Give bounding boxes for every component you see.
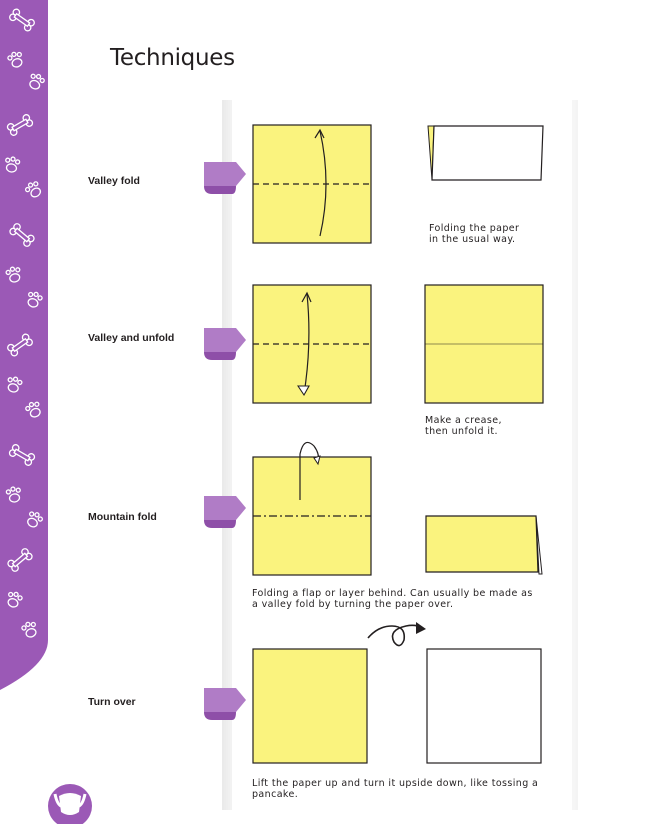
valley-fold-before-diagram	[252, 124, 372, 244]
side-pattern-strip	[0, 0, 48, 690]
valley-unfold-after-diagram	[424, 284, 544, 404]
turn-over-caption: Lift the paper up and turn it upside down, like tossing a pancake.	[252, 778, 539, 800]
mountain-fold-before-diagram	[252, 432, 374, 576]
section-tab	[202, 158, 248, 202]
section-tab	[202, 684, 248, 728]
valley-fold-after-diagram	[424, 124, 546, 184]
turn-over-before-diagram	[252, 648, 370, 766]
valley-unfold-before-diagram	[252, 284, 372, 404]
turn-over-arrow-icon	[366, 612, 430, 652]
page-title: Techniques	[110, 45, 235, 72]
turn-over-after-diagram	[426, 648, 544, 766]
section-tab	[202, 492, 248, 536]
technique-label-valley-and-unfold: Valley and unfold	[88, 332, 175, 344]
technique-label-mountain-fold: Mountain fold	[88, 511, 157, 523]
valley-fold-caption: Folding the paper in the usual way.	[429, 223, 520, 245]
valley-unfold-caption: Make a crease, then unfold it.	[425, 415, 502, 437]
page-number: 14	[64, 801, 75, 811]
technique-label-valley-fold: Valley fold	[88, 175, 140, 187]
technique-label-turn-over: Turn over	[88, 696, 136, 708]
mountain-fold-after-diagram	[424, 514, 546, 576]
mountain-fold-caption: Folding a flap or layer behind. Can usually be made as a valley fold by turning the paper over.	[252, 588, 533, 610]
section-tab	[202, 324, 248, 368]
